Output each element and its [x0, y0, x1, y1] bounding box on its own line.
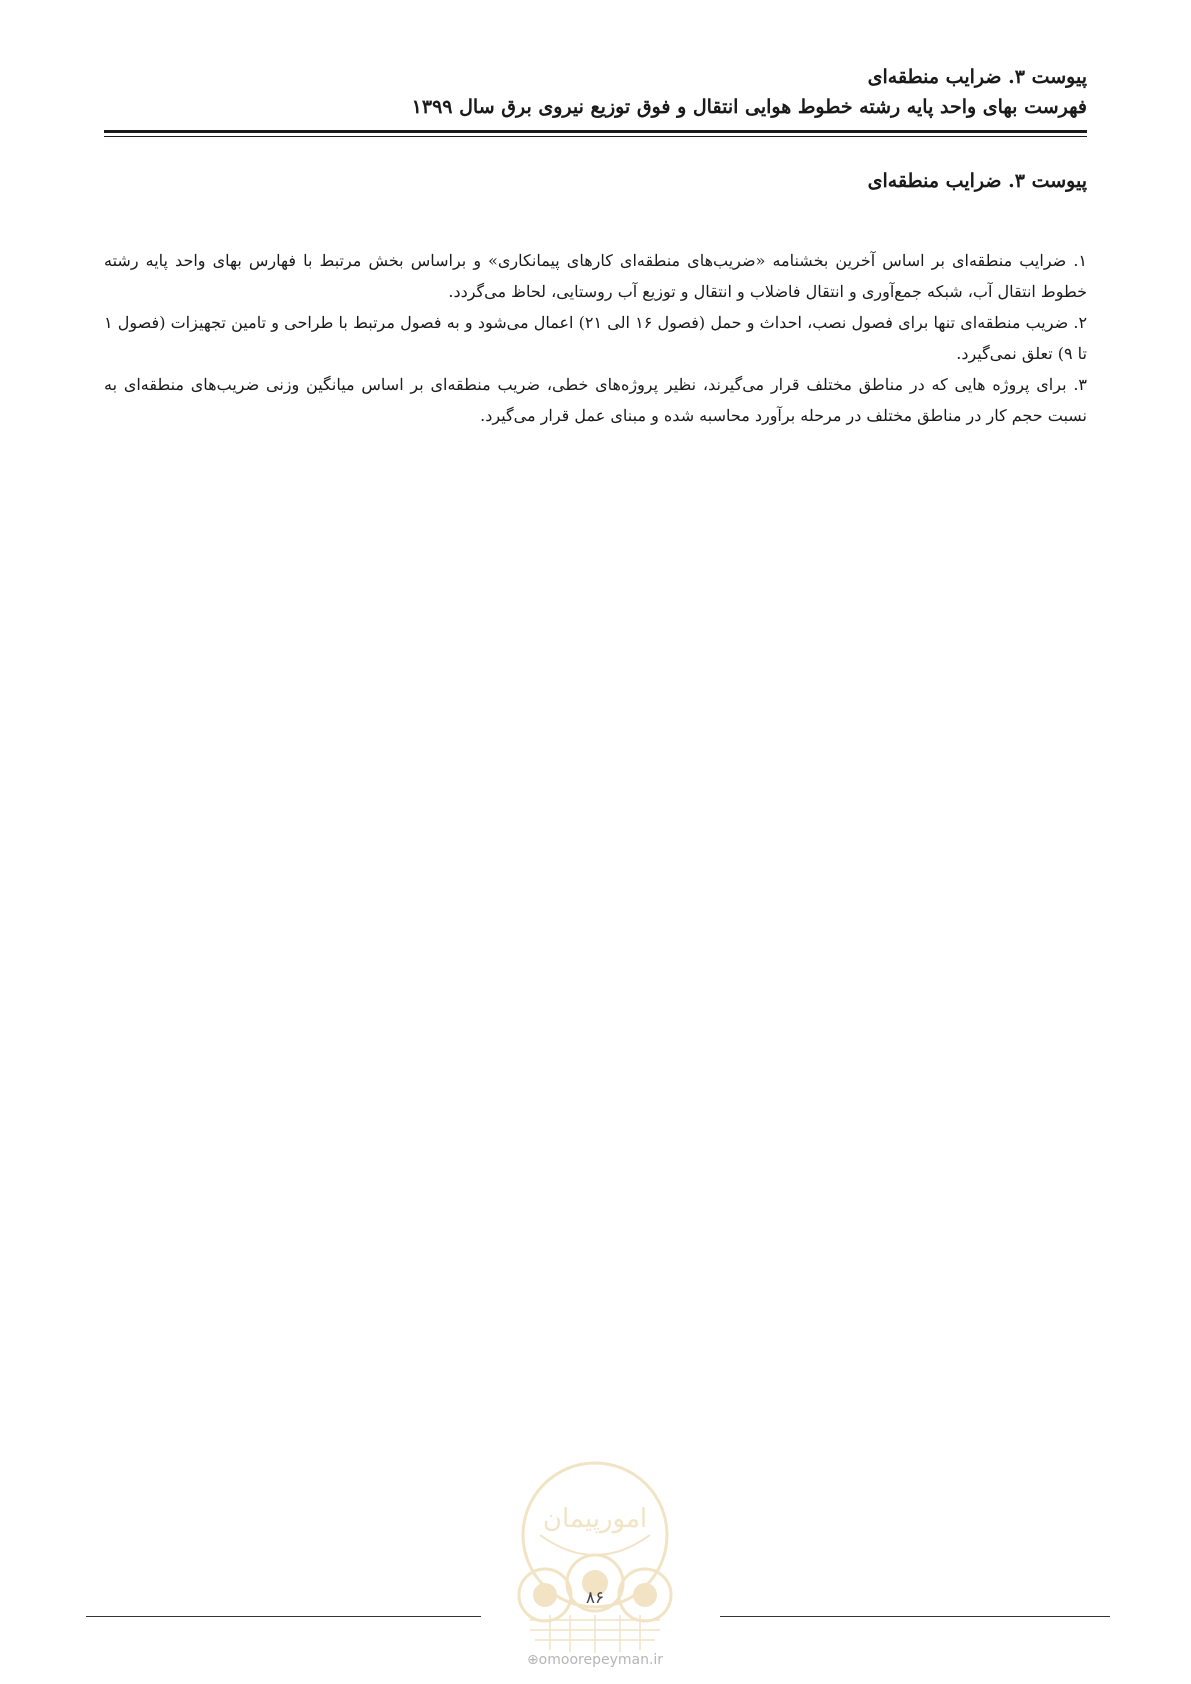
header-rule-thick	[104, 130, 1087, 133]
page-number: ۸۶	[585, 1588, 605, 1608]
header-rule-thin	[104, 136, 1087, 137]
header-appendix-title: پیوست ۳. ضرایب منطقه‌ای	[867, 66, 1087, 88]
watermark-logo	[500, 1455, 690, 1655]
paragraph-2: ۲. ضریب منطقه‌ای تنها برای فصول نصب، احداث و حمل (فصول ۱۶ الی ۲۱) اعمال می‌شود و به فصول مرتبط با طراحی و تامین تجهیزات (فصول ۱ تا ۹) تعلق نمی‌گیرد.	[104, 313, 1088, 363]
globe-icon: ⊕	[526, 1652, 539, 1668]
running-header	[104, 62, 1087, 122]
section-heading: پیوست ۳. ضرایب منطقه‌ای	[867, 170, 1087, 192]
watermark-text: امورپیمان	[542, 1504, 648, 1534]
paragraph-1: ۱. ضرایب منطقه‌ای بر اساس آخرین بخشنامه «ضریب‌های منطقه‌ای کارهای پیمانکاری» و براساس بخش مرتبط با فهارس بهای واحد پایه رشته خطوط انتقال آب، شبکه جمع‌آوری و انتقال فاضلاب و انتقال و توزیع آب روستایی، لحاظ می‌گردد.	[104, 251, 1087, 301]
body-text	[104, 245, 1087, 431]
footer-rule-right	[720, 1616, 1110, 1617]
paragraph-3: ۳. برای پروژه هایی که در مناطق مختلف قرار می‌گیرند، نظیر پروژه‌های خطی، ضریب منطقه‌ای بر اساس میانگین وزنی ضریب‌های منطقه‌ای به نسبت حجم کار در مناطق مختلف در مرحله برآورد محاسبه شده و مبنای عمل قرار می‌گیرد.	[104, 375, 1087, 425]
footer-rule-left	[86, 1616, 481, 1617]
site-url	[495, 1652, 695, 1668]
site-url-text: omoorepeyman.ir	[538, 1652, 664, 1668]
header-document-title: فهرست بهای واحد پایه رشته خطوط هوایی انتقال و فوق توزیع نیروی برق سال ۱۳۹۹	[411, 96, 1087, 118]
logo-seal-icon	[500, 1455, 690, 1655]
